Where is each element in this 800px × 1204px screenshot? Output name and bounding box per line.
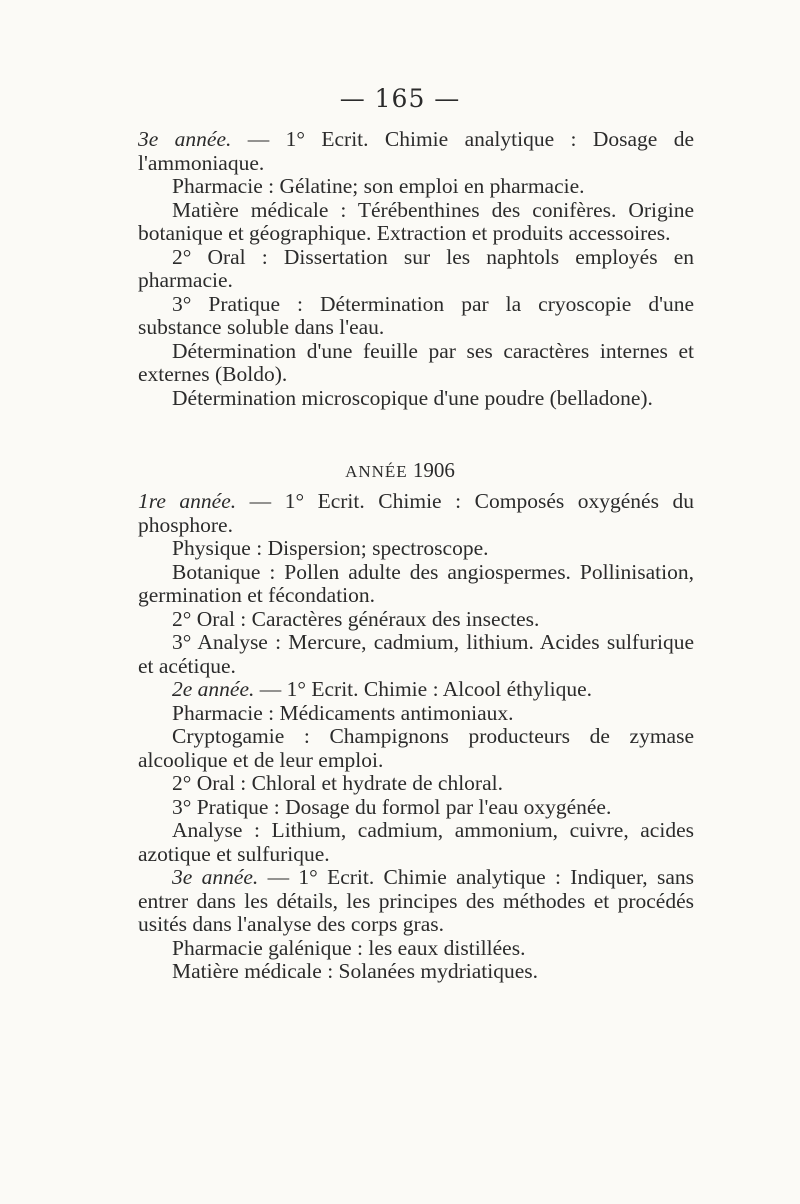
paragraph: Pharmacie : Gélatine; son emploi en pharmacie. bbox=[172, 174, 585, 198]
exam-section-previous-year bbox=[138, 128, 694, 410]
paragraph: 2° Oral : Chloral et hydrate de chloral. bbox=[172, 771, 503, 795]
year-label: 3e année. bbox=[172, 865, 259, 889]
paragraph: Botanique : Pollen adulte des angiospermes. Pollinisation, germination et fécondation. bbox=[138, 559, 694, 607]
year-label: 1re année. bbox=[138, 489, 237, 513]
exam-section-1906 bbox=[138, 490, 694, 984]
paragraph: Cryptogamie : Champignons producteurs de zymase alcoolique et de leur emploi. bbox=[138, 724, 694, 772]
paragraph: Analyse : Lithium, cadmium, ammonium, cuivre, acides azotique et sulfurique. bbox=[138, 818, 694, 866]
section-title-year: 1906 bbox=[412, 458, 455, 482]
paragraph: Physique : Dispersion; spectroscope. bbox=[172, 536, 489, 560]
paragraph bbox=[138, 866, 694, 937]
page-number: — 165 — bbox=[339, 84, 461, 113]
paragraph bbox=[138, 490, 694, 537]
paragraph-text: — 1° Ecrit. Chimie analytique : Dosage de l'ammoniaque. bbox=[138, 127, 694, 175]
paragraph: Matière médicale : Solanées mydriatiques. bbox=[172, 959, 538, 983]
paragraph-text: — 1° Ecrit. Chimie analytique : Indiquer, sans entrer dans les détails, les principes des méthodes et procédés usités dans l'analyse des corps gras. bbox=[138, 865, 694, 936]
paragraph-text: — 1° Ecrit. Chimie : Composés oxygénés du phosphore. bbox=[138, 489, 695, 537]
paragraph: 3° Pratique : Détermination par la cryoscopie d'une substance soluble dans l'eau. bbox=[138, 291, 694, 339]
paragraph: Pharmacie galénique : les eaux distillées. bbox=[172, 935, 526, 960]
section-title-label: ANNÉE bbox=[345, 462, 408, 481]
paragraph: Matière médicale : Térébenthines des conifères. Origine botanique et géographique. Extraction et produits accessoires. bbox=[138, 197, 694, 245]
paragraph-text: — 1° Ecrit. Chimie : Alcool éthylique. bbox=[254, 677, 593, 701]
paragraph: 3° Pratique : Dosage du formol par l'eau oxygénée. bbox=[172, 794, 612, 819]
paragraph: 3° Analyse : Mercure, cadmium, lithium. Acides sulfurique et acétique. bbox=[138, 630, 694, 678]
paragraph: 2° Oral : Dissertation sur les naphtols employés en pharmacie. bbox=[138, 244, 694, 292]
section-title bbox=[0, 458, 800, 483]
paragraph: Pharmacie : Médicaments antimoniaux. bbox=[172, 700, 514, 725]
year-label: 3e année. bbox=[138, 127, 232, 151]
paragraph bbox=[138, 128, 694, 175]
paragraph: 2° Oral : Caractères généraux des insectes. bbox=[172, 606, 540, 631]
paragraph: Détermination microscopique d'une poudre (belladone). bbox=[172, 385, 653, 410]
paragraph bbox=[138, 678, 694, 702]
year-label: 2e année. bbox=[172, 677, 255, 701]
paragraph: Détermination d'une feuille par ses caractères internes et externes (Boldo). bbox=[138, 338, 694, 386]
